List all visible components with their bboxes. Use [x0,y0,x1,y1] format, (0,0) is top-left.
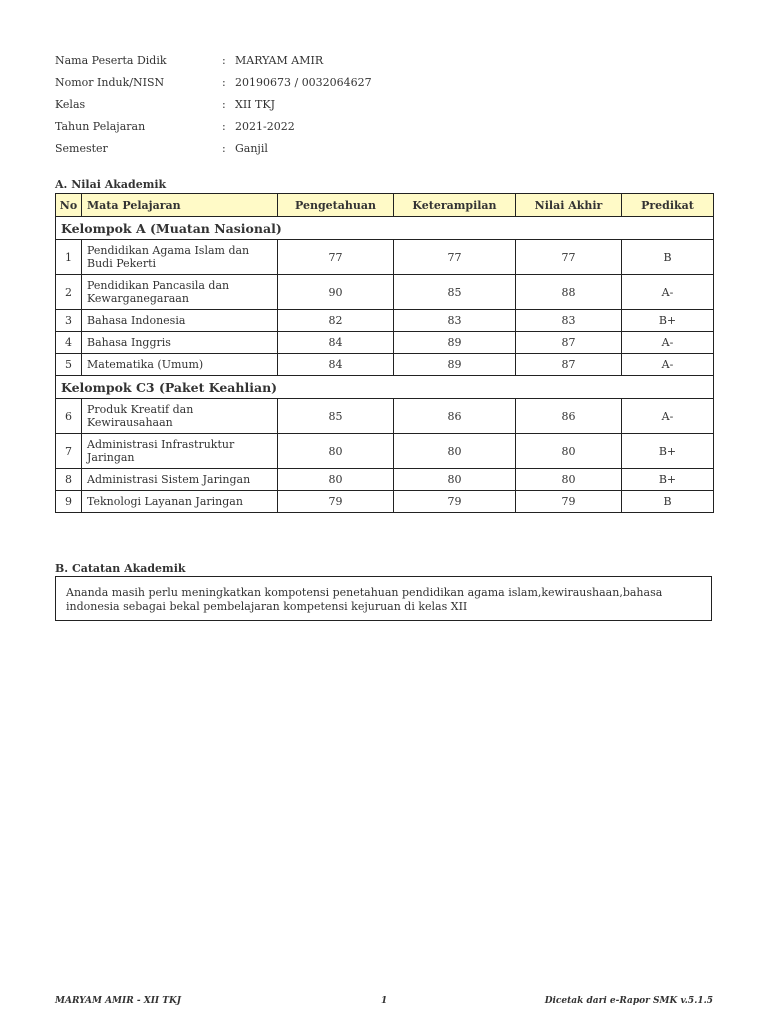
cell-pengetahuan: 84 [278,332,394,354]
info-colon: : [222,76,226,89]
cell-nilai-akhir: 80 [516,434,622,469]
cell-nilai-akhir: 79 [516,491,622,513]
info-row [55,142,372,164]
header-subject: Mata Pelajaran [82,194,278,217]
cell-keterampilan: 79 [394,491,516,513]
header-pengetahuan: Pengetahuan [278,194,394,217]
footer-page-number: 1 [381,996,388,1006]
info-label: Tahun Pelajaran [55,120,146,133]
table-row [56,332,714,354]
info-value: Ganjil [235,142,268,155]
cell-nilai-akhir: 88 [516,275,622,310]
table-header-row [56,194,714,217]
header-predikat: Predikat [622,194,714,217]
info-label: Nomor Induk/NISN [55,76,165,89]
cell-predikat: B [622,240,714,275]
info-colon: : [222,54,226,67]
cell-nilai-akhir: 80 [516,469,622,491]
group-name: Kelompok A (Muatan Nasional) [56,217,714,240]
footer-student: MARYAM AMIR - XII TKJ [55,996,182,1006]
cell-no: 7 [56,434,82,469]
table-row [56,275,714,310]
cell-keterampilan: 85 [394,275,516,310]
group-row [56,217,714,240]
cell-pengetahuan: 85 [278,399,394,434]
cell-pengetahuan: 82 [278,310,394,332]
cell-no: 9 [56,491,82,513]
table-row [56,469,714,491]
cell-nilai-akhir: 77 [516,240,622,275]
table-row [56,354,714,376]
cell-no: 5 [56,354,82,376]
cell-no: 2 [56,275,82,310]
cell-keterampilan: 89 [394,354,516,376]
table-row [56,399,714,434]
info-colon: : [222,98,226,111]
cell-subject: Pendidikan Agama Islam dan Budi Pekerti [82,240,278,275]
cell-subject: Pendidikan Pancasila dan Kewarganegaraan [82,275,278,310]
section-a-title: A. Nilai Akademik [55,178,167,191]
cell-subject: Produk Kreatif dan Kewirausahaan [82,399,278,434]
info-value: MARYAM AMIR [235,54,324,67]
cell-keterampilan: 86 [394,399,516,434]
info-colon: : [222,142,226,155]
cell-predikat: B+ [622,434,714,469]
cell-subject: Matematika (Umum) [82,354,278,376]
cell-subject: Administrasi Sistem Jaringan [82,469,278,491]
cell-pengetahuan: 80 [278,469,394,491]
cell-nilai-akhir: 83 [516,310,622,332]
section-b-title: B. Catatan Akademik [55,562,186,575]
grades-table [55,193,714,513]
cell-no: 8 [56,469,82,491]
info-colon: : [222,120,226,133]
footer-printed-by: Dicetak dari e-Rapor SMK v.5.1.5 [544,996,713,1006]
info-value: XII TKJ [235,98,275,111]
cell-no: 6 [56,399,82,434]
cell-nilai-akhir: 87 [516,332,622,354]
cell-nilai-akhir: 86 [516,399,622,434]
cell-keterampilan: 80 [394,434,516,469]
cell-pengetahuan: 79 [278,491,394,513]
info-row [55,120,372,142]
info-label: Nama Peserta Didik [55,54,167,67]
info-value: 2021-2022 [235,120,295,133]
table-row [56,434,714,469]
cell-predikat: A- [622,275,714,310]
cell-subject: Bahasa Indonesia [82,310,278,332]
cell-no: 3 [56,310,82,332]
header-keterampilan: Keterampilan [394,194,516,217]
cell-predikat: B+ [622,469,714,491]
cell-subject: Teknologi Layanan Jaringan [82,491,278,513]
cell-predikat: A- [622,354,714,376]
info-label: Semester [55,142,108,155]
cell-no: 4 [56,332,82,354]
cell-keterampilan: 77 [394,240,516,275]
cell-subject: Administrasi Infrastruktur Jaringan [82,434,278,469]
cell-keterampilan: 83 [394,310,516,332]
cell-pengetahuan: 90 [278,275,394,310]
info-label: Kelas [55,98,86,111]
header-nilai-akhir: Nilai Akhir [516,194,622,217]
cell-subject: Bahasa Inggris [82,332,278,354]
cell-pengetahuan: 77 [278,240,394,275]
group-name: Kelompok C3 (Paket Keahlian) [56,376,714,399]
cell-predikat: B [622,491,714,513]
info-row [55,54,372,76]
header-no: No [56,194,82,217]
cell-keterampilan: 89 [394,332,516,354]
table-row [56,491,714,513]
cell-predikat: B+ [622,310,714,332]
cell-predikat: A- [622,399,714,434]
table-row [56,310,714,332]
cell-pengetahuan: 84 [278,354,394,376]
group-row [56,376,714,399]
academic-note: Ananda masih perlu meningkatkan kompotensi penetahuan pendidikan agama islam,kewiraushaan,bahasa indonesia sebagai bekal pembelajaran kompetensi kejuruan di kelas XII [55,576,712,621]
student-info [55,54,372,164]
table-row [56,240,714,275]
cell-no: 1 [56,240,82,275]
cell-pengetahuan: 80 [278,434,394,469]
info-row [55,76,372,98]
cell-keterampilan: 80 [394,469,516,491]
cell-predikat: A- [622,332,714,354]
cell-nilai-akhir: 87 [516,354,622,376]
info-row [55,98,372,120]
info-value: 20190673 / 0032064627 [235,76,372,89]
